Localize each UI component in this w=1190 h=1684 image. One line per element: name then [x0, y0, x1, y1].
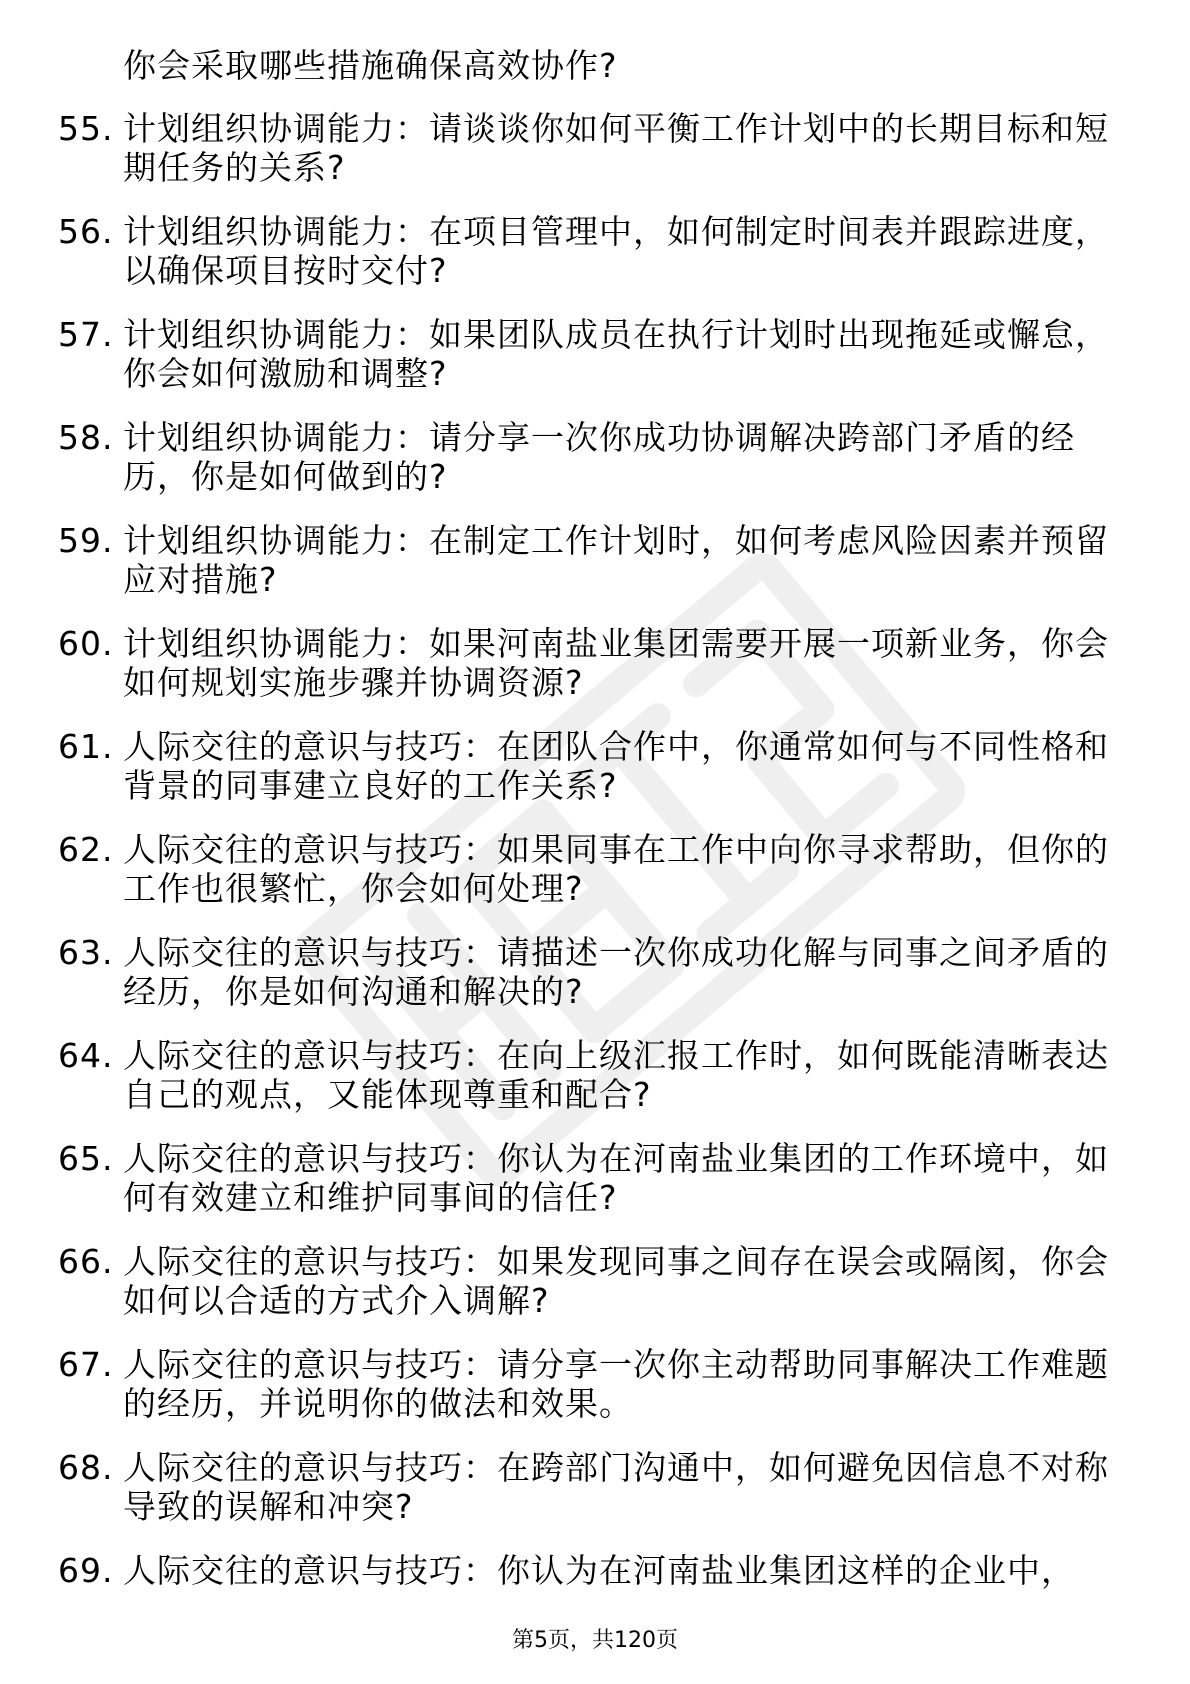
question-number: 60. [58, 624, 114, 663]
question-item [58, 934, 1118, 1011]
question-number: 63. [58, 933, 114, 972]
question-list [58, 110, 1118, 1591]
question-number: 62. [58, 830, 114, 869]
question-text: 人际交往的意识与技巧：你认为在河南盐业集团这样的企业中， [123, 1551, 1075, 1590]
question-number: 69. [58, 1551, 114, 1590]
continued-question-text: 你会采取哪些措施确保高效协作? [123, 46, 618, 85]
question-text: 人际交往的意识与技巧：请分享一次你主动帮助同事解决工作难题的经历，并说明你的做法和效果。 [123, 1345, 1109, 1423]
question-number: 66. [58, 1242, 114, 1281]
question-text: 计划组织协调能力：在项目管理中，如何制定时间表并跟踪进度，以确保项目按时交付? [123, 212, 1109, 290]
question-text: 人际交往的意识与技巧：在跨部门沟通中，如何避免因信息不对称导致的误解和冲突? [123, 1448, 1109, 1526]
question-text: 计划组织协调能力：在制定工作计划时，如何考虑风险因素并预留应对措施? [123, 521, 1109, 599]
question-text: 计划组织协调能力：如果团队成员在执行计划时出现拖延或懈怠，你会如何激励和调整? [123, 315, 1109, 393]
question-item [58, 1243, 1118, 1320]
question-number: 58. [58, 418, 114, 457]
question-number: 64. [58, 1036, 114, 1075]
question-text: 人际交往的意识与技巧：在团队合作中，你通常如何与不同性格和背景的同事建立良好的工作关系? [123, 727, 1109, 805]
question-number: 68. [58, 1448, 114, 1487]
question-item [58, 110, 1118, 187]
question-number: 55. [58, 109, 114, 148]
question-number: 59. [58, 521, 114, 560]
question-number: 57. [58, 315, 114, 354]
question-text: 计划组织协调能力：如果河南盐业集团需要开展一项新业务，你会如何规划实施步骤并协调资源? [123, 624, 1109, 702]
question-text: 人际交往的意识与技巧：请描述一次你成功化解与同事之间矛盾的经历，你是如何沟通和解决的? [123, 933, 1109, 1011]
question-item [58, 419, 1118, 496]
question-item [58, 1552, 1118, 1591]
question-number: 65. [58, 1139, 114, 1178]
question-text: 人际交往的意识与技巧：如果同事在工作中向你寻求帮助，但你的工作也很繁忙，你会如何处理? [123, 830, 1109, 908]
question-item [58, 316, 1118, 393]
question-content [58, 48, 1118, 1591]
question-item [58, 728, 1118, 805]
question-item [58, 213, 1118, 290]
question-text: 计划组织协调能力：请分享一次你成功协调解决跨部门矛盾的经历，你是如何做到的? [123, 418, 1075, 496]
question-item [58, 1449, 1118, 1526]
question-text: 人际交往的意识与技巧：在向上级汇报工作时，如何既能清晰表达自己的观点，又能体现尊重和配合? [123, 1036, 1109, 1114]
question-text: 计划组织协调能力：请谈谈你如何平衡工作计划中的长期目标和短期任务的关系? [123, 109, 1109, 187]
question-item [58, 1140, 1118, 1217]
question-text: 人际交往的意识与技巧：如果发现同事之间存在误会或隔阂，你会如何以合适的方式介入调解? [123, 1242, 1109, 1320]
question-text: 人际交往的意识与技巧：你认为在河南盐业集团的工作环境中，如何有效建立和维护同事间的信任? [123, 1139, 1109, 1217]
question-number: 67. [58, 1345, 114, 1384]
question-number: 56. [58, 212, 114, 251]
question-item [58, 1037, 1118, 1114]
page-number-footer: 第5页，共120页 [512, 1628, 678, 1653]
question-item [58, 1346, 1118, 1423]
question-item [58, 831, 1118, 908]
question-item [58, 522, 1118, 599]
question-item [58, 625, 1118, 702]
question-number: 61. [58, 727, 114, 766]
